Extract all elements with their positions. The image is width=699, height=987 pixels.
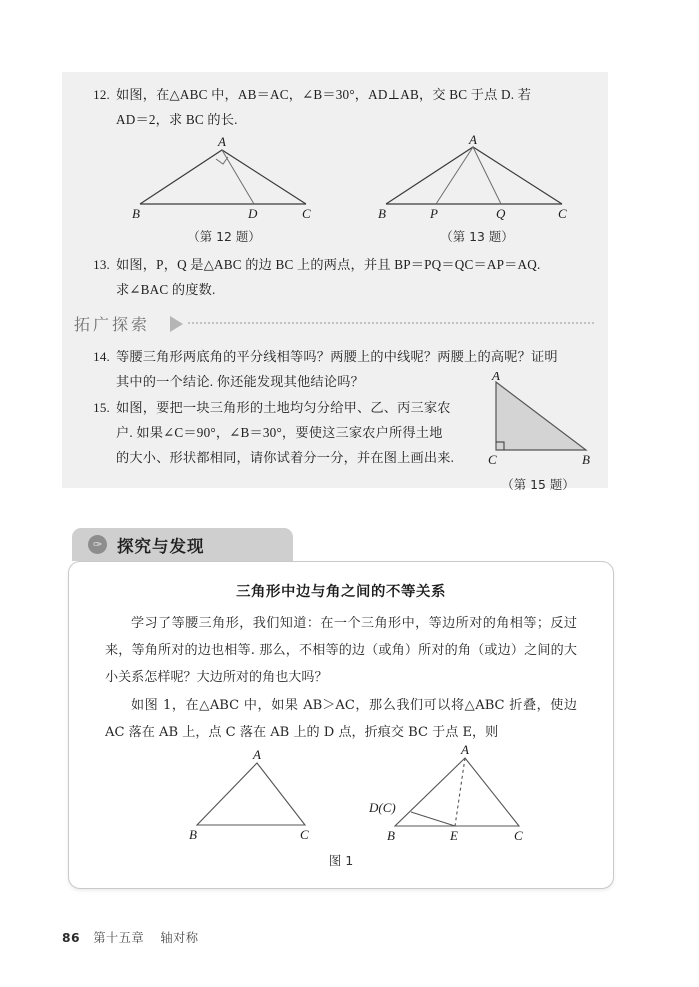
triangle-marker-icon [170, 316, 183, 332]
inquiry-paragraph-1: 学习了等腰三角形，我们知道：在一个三角形中，等边所对的角相等；反过来，等角所对的边也相等. 那么，不相等的边（或角）所对的角（或边）之间的大小关系怎样呢？大边所对的角也大吗？ [105, 616, 577, 685]
triangle-apq-svg [372, 134, 582, 220]
label-p: P [430, 206, 438, 220]
explore-section-title: 拓广探索 [74, 315, 151, 334]
label-q: Q [496, 206, 506, 220]
exercise-15-line-3: 的大小、形状都相同，请你试着分一分，并在图上画出来. [116, 450, 455, 465]
book-icon [88, 535, 107, 554]
label-c: C [302, 206, 311, 220]
label-c: C [300, 827, 309, 841]
label-c: C [488, 452, 497, 467]
chapter-title: 轴对称 [160, 931, 199, 945]
page-footer [62, 928, 198, 946]
label-b: B [582, 452, 590, 467]
triangle-sides [386, 147, 562, 204]
exercise-body-15 [116, 395, 474, 470]
label-a: A [218, 134, 226, 149]
figure-15-caption: （第 15 题） [501, 477, 575, 492]
figure-folded-triangle [367, 742, 557, 847]
label-b: B [378, 206, 386, 220]
label-a: A [461, 742, 469, 757]
figure-question-13 [372, 134, 582, 245]
figure-question-15 [478, 372, 598, 493]
exercise-panel [62, 72, 608, 492]
label-d-c: D(C) [369, 800, 396, 815]
page-number: 86 [62, 931, 80, 945]
exercise-number-15: 15. [93, 400, 110, 415]
triangle-shape [197, 763, 305, 825]
book-icon-glyph: ✑ [92, 538, 103, 551]
segment-ap [436, 147, 473, 204]
label-a: A [469, 134, 477, 147]
figure-triangle-abc [187, 745, 357, 846]
exercise-14-line-2: 其中的一个结论. 你还能发现其他结论吗？ [116, 374, 364, 389]
exercise-item-15 [84, 395, 474, 470]
triangle-abd-svg [124, 134, 324, 220]
triangle-sides [140, 150, 306, 204]
exercise-body-13 [116, 252, 594, 302]
chapter-number: 第十五章 [93, 931, 145, 945]
exercise-13-line-1: 如图，P，Q 是△ABC 的边 BC 上的两点，并且 BP＝PQ＝QC＝AP＝AQ. [116, 257, 541, 272]
exercise-number-13: 13. [93, 257, 110, 272]
figure-13-caption: （第 13 题） [440, 229, 514, 244]
figure-question-12 [124, 134, 324, 245]
label-b: B [387, 828, 395, 842]
label-a: A [492, 372, 500, 383]
label-c: C [558, 206, 567, 220]
explore-section-header [74, 312, 594, 336]
segment-de [411, 812, 455, 826]
label-a: A [253, 747, 261, 762]
exercise-15-line-1: 如图，要把一块三角形的土地均匀分给甲、乙、丙三家农 [116, 400, 451, 415]
label-b: B [189, 827, 197, 841]
inquiry-paragraph-2: 如图 1，在△ABC 中，如果 AB＞AC，那么我们可以将△ABC 折叠，使边 AC 落在 AB 上，点 C 落在 AB 上的 D 点，折痕交 BC 于点 E，则 [105, 698, 577, 740]
figure-12-caption: （第 12 题） [187, 229, 261, 244]
exercise-number-14: 14. [93, 349, 110, 364]
right-triangle-svg [478, 372, 598, 468]
exercise-13-line-2: 求∠BAC 的度数. [116, 282, 216, 297]
triangle-abc-svg [187, 745, 357, 841]
triangle-shape [395, 758, 519, 826]
label-e: E [450, 828, 458, 842]
label-d: D [248, 206, 258, 220]
inquiry-content-box [68, 561, 614, 889]
right-triangle-shape [496, 382, 586, 450]
exercise-15-line-2: 户. 如果∠C＝90°，∠B＝30°，要使这三家农户所得土地 [116, 425, 443, 440]
segment-ae-dashed [455, 758, 465, 826]
dotted-divider [188, 322, 594, 324]
exercise-12-line-2: AD＝2，求 BC 的长. [116, 112, 238, 127]
exercise-12-line-1: 如图，在△ABC 中，AB＝AC，∠B＝30°，AD⊥AB，交 BC 于点 D. 若 [116, 87, 532, 102]
label-c: C [514, 828, 523, 842]
exercise-body-12 [116, 82, 594, 132]
exercise-item-12 [84, 82, 594, 132]
inquiry-title: 三角形中边与角之间的不等关系 [236, 584, 446, 600]
exercise-14-line-1: 等腰三角形两底角的平分线相等吗？两腰上的中线呢？两腰上的高呢？证明 [116, 349, 558, 364]
folded-triangle-svg [367, 742, 557, 842]
label-b: B [132, 206, 140, 220]
inquiry-tab-label: 探究与发现 [117, 536, 205, 556]
inquiry-section-tab[interactable] [72, 528, 293, 561]
inquiry-figure-caption: 图 1 [328, 853, 354, 868]
exercise-number-12: 12. [93, 87, 110, 102]
exercise-item-13 [84, 252, 594, 302]
